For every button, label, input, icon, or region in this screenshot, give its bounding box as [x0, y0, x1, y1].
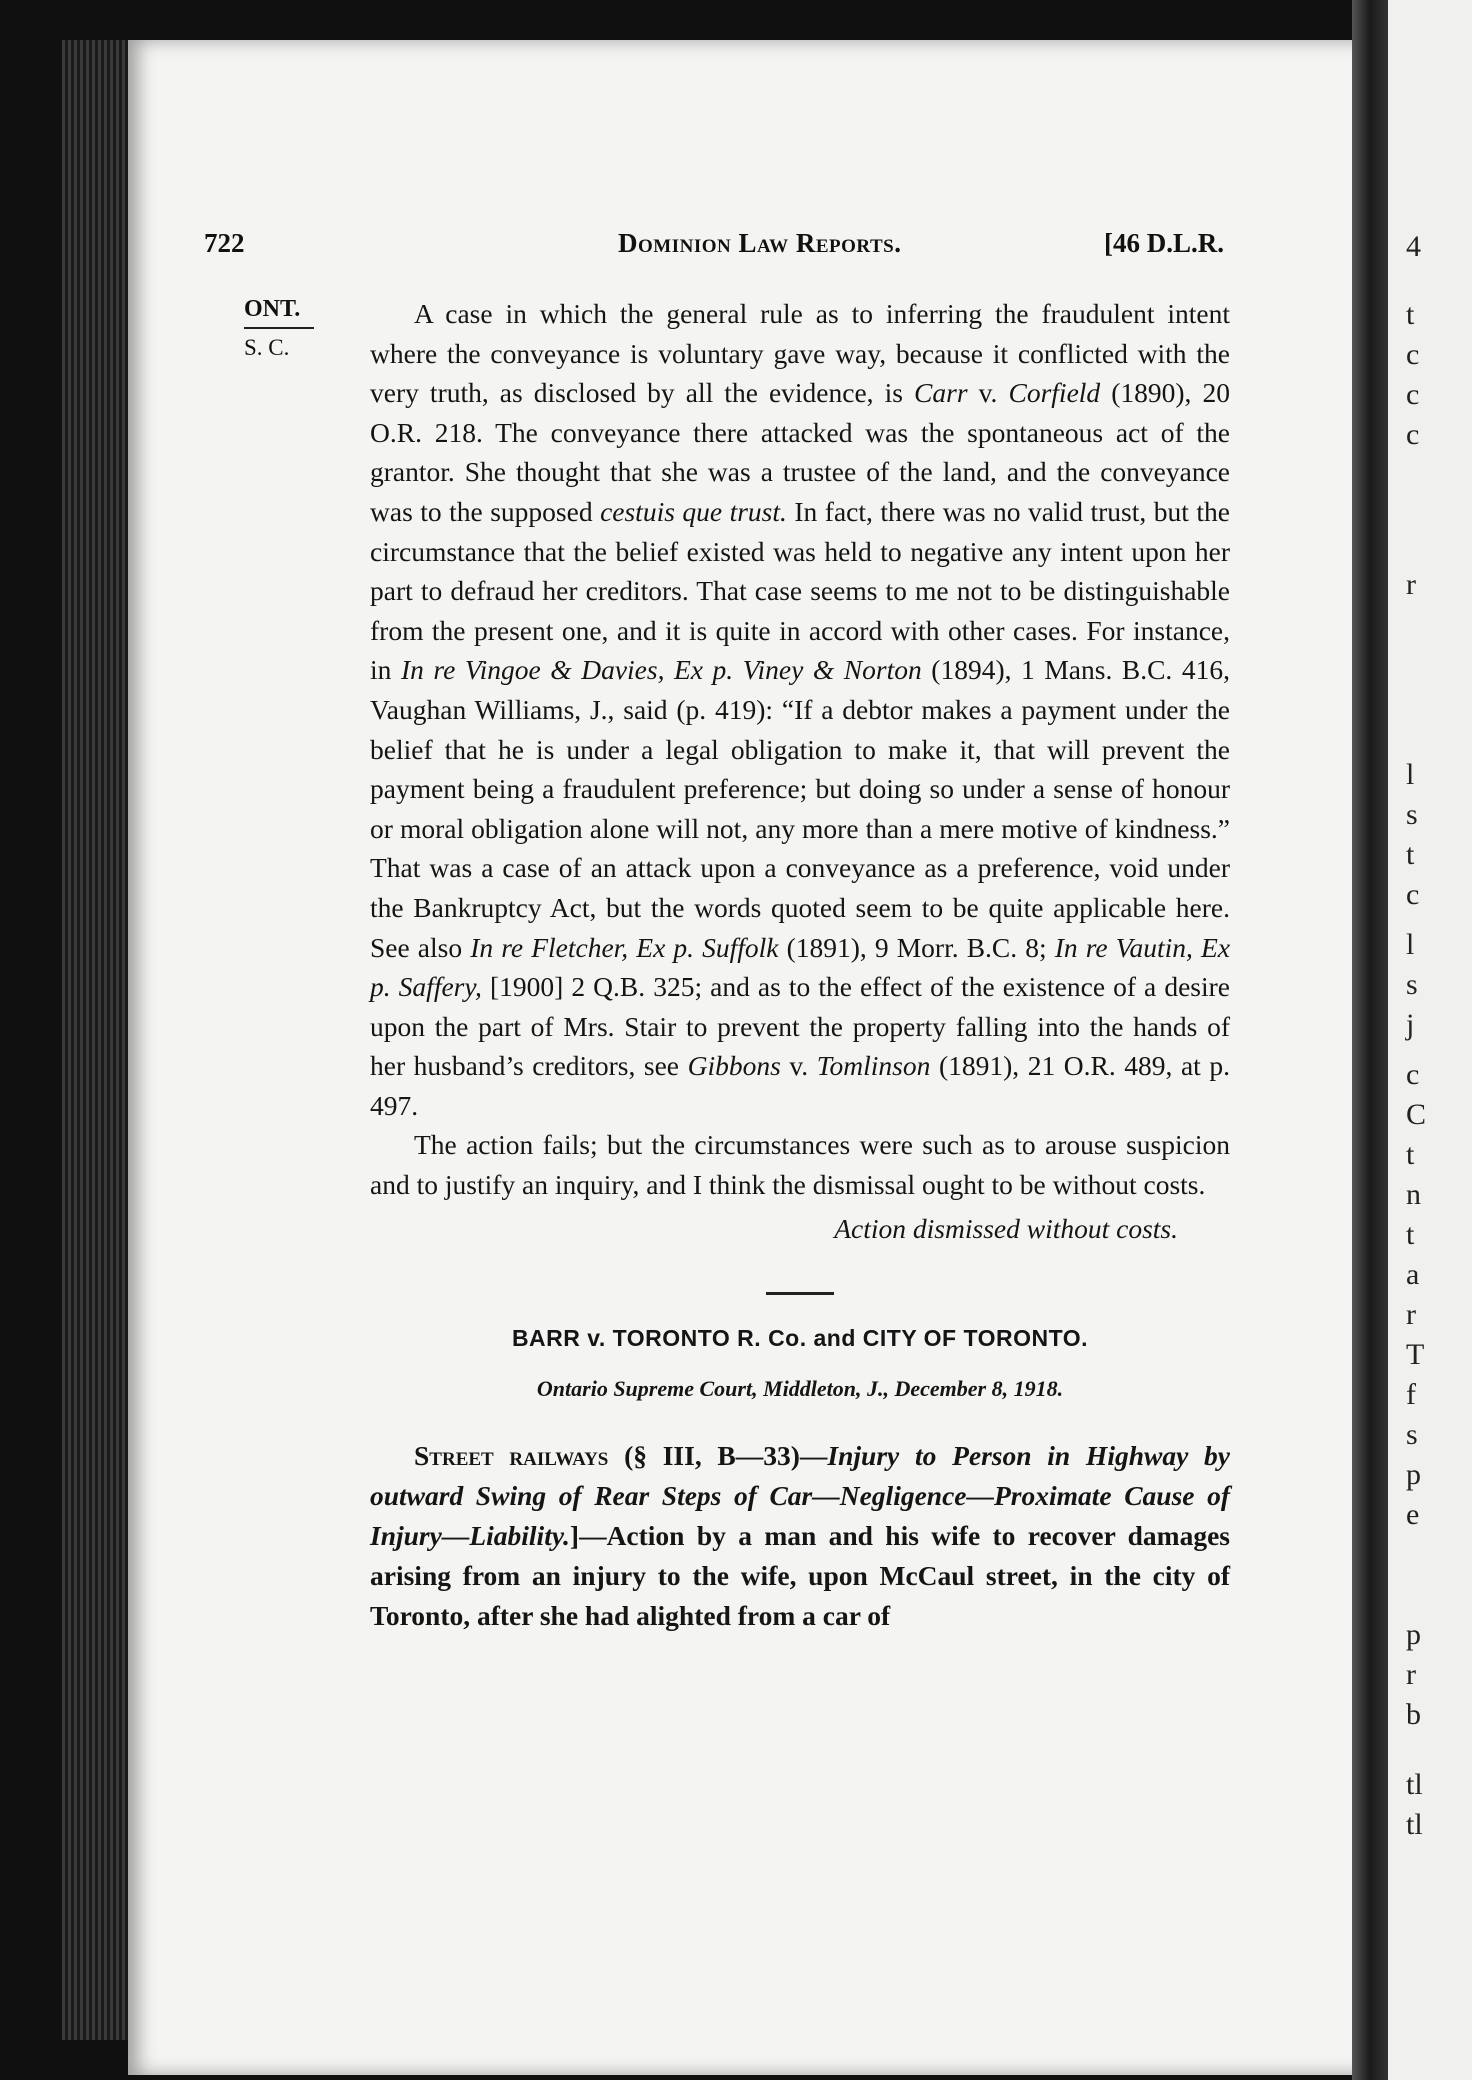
- right-page-line-fragment: f: [1406, 1378, 1416, 1411]
- right-page-line-fragment: p: [1406, 1458, 1421, 1491]
- right-page-line-fragment: r: [1406, 1658, 1416, 1691]
- case-title: BARR v. TORONTO R. Co. and CITY OF TORONTO.: [511, 1325, 1089, 1352]
- subject-heading: Street railways: [414, 1440, 609, 1472]
- right-page-line-fragment: p: [1406, 1618, 1421, 1651]
- jurisdiction-label: ONT.: [244, 296, 314, 329]
- case-name: Tomlinson: [816, 1050, 931, 1082]
- case-name: Corfield: [1008, 377, 1101, 409]
- right-page-line-fragment: n: [1406, 1178, 1421, 1211]
- right-page-line-fragment: tl: [1406, 1768, 1423, 1801]
- text-run: [1900] 2 Q.B. 325; and as to the effect of the existence of a desire upon the part of Mrs. Stair to prevent the property falling into the hands of her husband’s creditors, see: [370, 971, 1230, 1082]
- text-run: ]—Action by a man and his wife to recover damages arising from an injury to the wife, upon McCaul street, in the city of Toronto, after she had alighted from a car of: [370, 1520, 1230, 1632]
- volume-reference: [46 D.L.R.: [1104, 228, 1224, 258]
- headnote: [370, 1436, 1230, 1636]
- case-name: In re Vingoe & Davies, Ex p. Viney & Norton: [400, 654, 922, 686]
- case-name: In re Fletcher, Ex p. Suffolk: [470, 931, 779, 963]
- right-page-line-fragment: 4: [1406, 230, 1421, 263]
- case-name: Carr: [914, 377, 968, 409]
- right-page-line-fragment: c: [1406, 338, 1420, 371]
- text-run: v.: [967, 377, 1009, 409]
- disposition: Action dismissed without costs.: [834, 1212, 1178, 1244]
- publication-title: Dominion Law Reports.: [618, 228, 902, 258]
- book-page-edges: [62, 40, 134, 2040]
- right-page-line-fragment: s: [1406, 968, 1418, 1001]
- right-page-line-fragment: r: [1406, 1298, 1416, 1331]
- right-page-line-fragment: j: [1406, 1008, 1415, 1041]
- right-page-line-fragment: s: [1406, 1418, 1418, 1451]
- paragraph-2: The action fails; but the circumstances were such as to arouse suspicion and to justify an inquiry, and I think the dismissal ought to be without costs.: [370, 1129, 1230, 1201]
- section-divider: [766, 1292, 834, 1295]
- text-run: v.: [780, 1050, 817, 1082]
- text-run: In fact, there was no valid trust, but the circumstance that the belief existed was held to negative any intent upon her part to defraud her creditors. That case seems to me not to be distinguishable from the present one, and it is quite in accord with other cases. For instance, in: [370, 495, 1230, 686]
- right-page-fragment: [1388, 0, 1472, 2080]
- court-label: S. C.: [244, 335, 290, 360]
- right-page-line-fragment: t: [1406, 838, 1415, 871]
- right-page-line-fragment: c: [1406, 1058, 1420, 1091]
- right-page-line-fragment: t: [1406, 1138, 1415, 1171]
- case-name: In re Vautin, Ex p. Saffery,: [370, 931, 1230, 1003]
- right-page-line-fragment: tl: [1406, 1808, 1423, 1841]
- paragraph-1: [370, 294, 1230, 1125]
- latin-term: cestuis que trust.: [600, 495, 787, 527]
- text-run: (1891), 21 O.R. 489, at p. 497.: [370, 1050, 1230, 1121]
- right-page-line-fragment: b: [1406, 1698, 1421, 1731]
- text-run: (1894), 1 Mans. B.C. 416, Vaughan Williams, J., said (p. 419): “If a debtor makes a payment under the belief that he is under a legal obligation to make it, that will prevent the payment being a fraudulent preference; but doing so under a sense of honour or moral obligation alone will not, any more than a mere motive of kindness.” That was a case of an attack upon a conveyance as a preference, void under the Bankruptcy Act, but the words quoted seem to be quite applicable here. See also: [370, 654, 1230, 963]
- right-page-line-fragment: T: [1406, 1338, 1425, 1371]
- court-line: Ontario Supreme Court, Middleton, J., December 8, 1918.: [536, 1375, 1064, 1401]
- right-page-line-fragment: c: [1406, 878, 1420, 911]
- right-page-line-fragment: c: [1406, 378, 1420, 411]
- right-page-line-fragment: e: [1406, 1498, 1420, 1531]
- text-run: A case in which the general rule as to inferring the fraudulent intent where the conveyance is voluntary gave way, because it conflicted with the very truth, as disclosed by all the evidence, is: [370, 298, 1230, 409]
- right-page-line-fragment: l: [1406, 758, 1415, 791]
- right-page-line-fragment: c: [1406, 418, 1420, 451]
- text-run: (§ III, B—33)—: [608, 1440, 828, 1472]
- right-page-line-fragment: r: [1406, 568, 1416, 601]
- right-page-line-fragment: l: [1406, 928, 1415, 961]
- margin-note: [244, 296, 314, 361]
- text-run: (1891), 9 Morr. B.C. 8;: [778, 931, 1055, 963]
- headnote-topics: Injury to Person in Highway by outward Swing of Rear Steps of Car—Negligence—Proximate Cause of Injury—Liability.: [370, 1440, 1230, 1552]
- right-page-line-fragment: C: [1406, 1098, 1427, 1131]
- running-header: [204, 228, 1224, 268]
- body-text: [370, 294, 1230, 1636]
- right-page-line-fragment: t: [1406, 298, 1415, 331]
- right-page-line-fragment: t: [1406, 1218, 1415, 1251]
- page-number: 722: [204, 228, 245, 258]
- book-gutter: [1352, 0, 1388, 2080]
- text-run: (1890), 20 O.R. 218. The conveyance there attacked was the spontaneous act of the grantor. She thought that she was a trustee of the land, and the conveyance was to the supposed: [370, 377, 1230, 527]
- right-page-line-fragment: s: [1406, 798, 1418, 831]
- case-name: Gibbons: [687, 1050, 781, 1082]
- right-page-line-fragment: a: [1406, 1258, 1420, 1291]
